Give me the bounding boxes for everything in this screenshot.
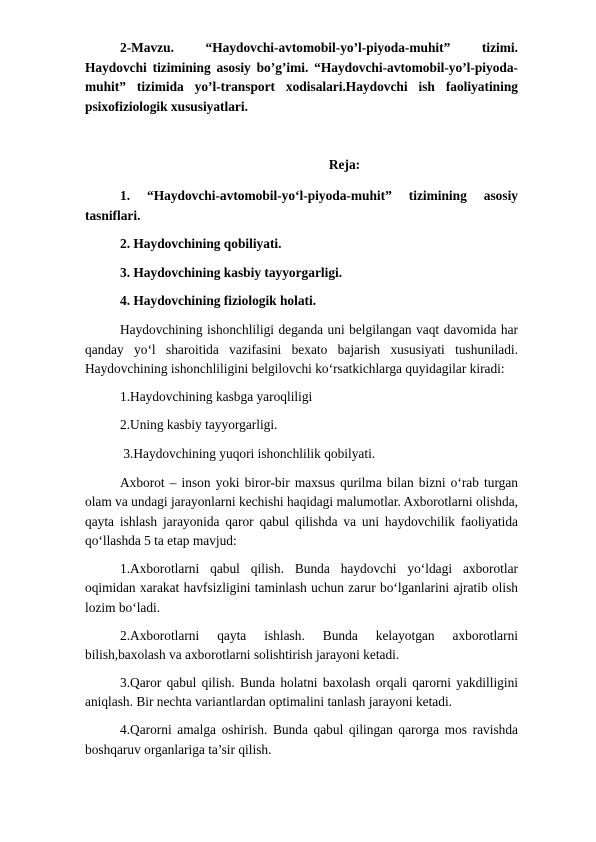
plan-item-2: 2. Haydovchining qobiliyati. <box>120 236 282 252</box>
intro-paragraph: Haydovchining ishonchliligi deganda uni belgilangan vaqt davomida har qanday yo‘l sharoitida vazifasini bexato bajarish xususiyati tushuniladi. Haydovchining ishonchliligini belgilovchi ko‘rsatkichlarga quyidagilar kiradi: <box>85 321 518 377</box>
document-page <box>85 38 518 767</box>
stage-2: 2.Axborotlarni qayta ishlash. Bunda kelayotgan axborotlarni bilish,baxolash va axborotlarni solishtirish jarayoni ketadi. <box>85 627 518 663</box>
plan-item-1: 1. “Haydovchi-avtomobil-yo‘l-piyoda-muhit” tizimining asosiy tasniflari. <box>85 187 518 223</box>
stage-4: 4.Qarorni amalga oshirish. Bunda qabul qilingan qarorga mos ravishda boshqaruv organlariga ta’sir qilish. <box>85 722 518 757</box>
plan-item-3: 3. Haydovchining kasbiy tayyorgarligi. <box>120 264 343 280</box>
indicator-1: 1.Haydovchining kasbga yaroqliligi <box>120 388 313 404</box>
indicator-3: 3.Haydovchining yuqori ishonchlilik qobilyati. <box>120 445 376 461</box>
topic-title: 2-Mavzu. “Haydovchi-avtomobil-yo’l-piyoda-muhit” tizimi. Haydovchi tizimining asosiy bo’g’imi. “Haydovchi-avtomobil-yo’l-piyoda-muhit” tizimida yo’l-transport xodisalari.Haydovchi ish faoliyatining psixofiziologik xususiyatlari. <box>85 40 518 114</box>
indicator-2: 2.Uning kasbiy tayyorgarligi. <box>120 417 278 433</box>
stage-1: 1.Axborotlarni qabul qilish. Bunda haydovchi yo‘ldagi axborotlar oqimidan xarakat havfsizligini taminlash uchun zarur bo‘lganlarini ajratib olish lozim bo‘ladi. <box>85 560 518 616</box>
plan-item-4: 4. Haydovchining fiziologik holati. <box>120 293 317 309</box>
information-paragraph: Axborot – inson yoki biror-bir maxsus qurilma bilan bizni o‘rab turgan olam va undagi jarayonlarni kechishi haqidagi malumotlar. Axborotlarni olishda, qayta ishlash jarayonida qaror qabul qilishda va uni haydovchilik faoliyatida qo‘llashda 5 ta etap mavjud: <box>85 474 518 549</box>
plan-heading: Reja: <box>328 157 361 173</box>
stage-3: 3.Qaror qabul qilish. Bunda holatni baxolash orqali qarorni yakdilligini aniqlash. Bir nechta variantlardan optimalini tanlash jarayoni ketadi. <box>85 674 518 710</box>
